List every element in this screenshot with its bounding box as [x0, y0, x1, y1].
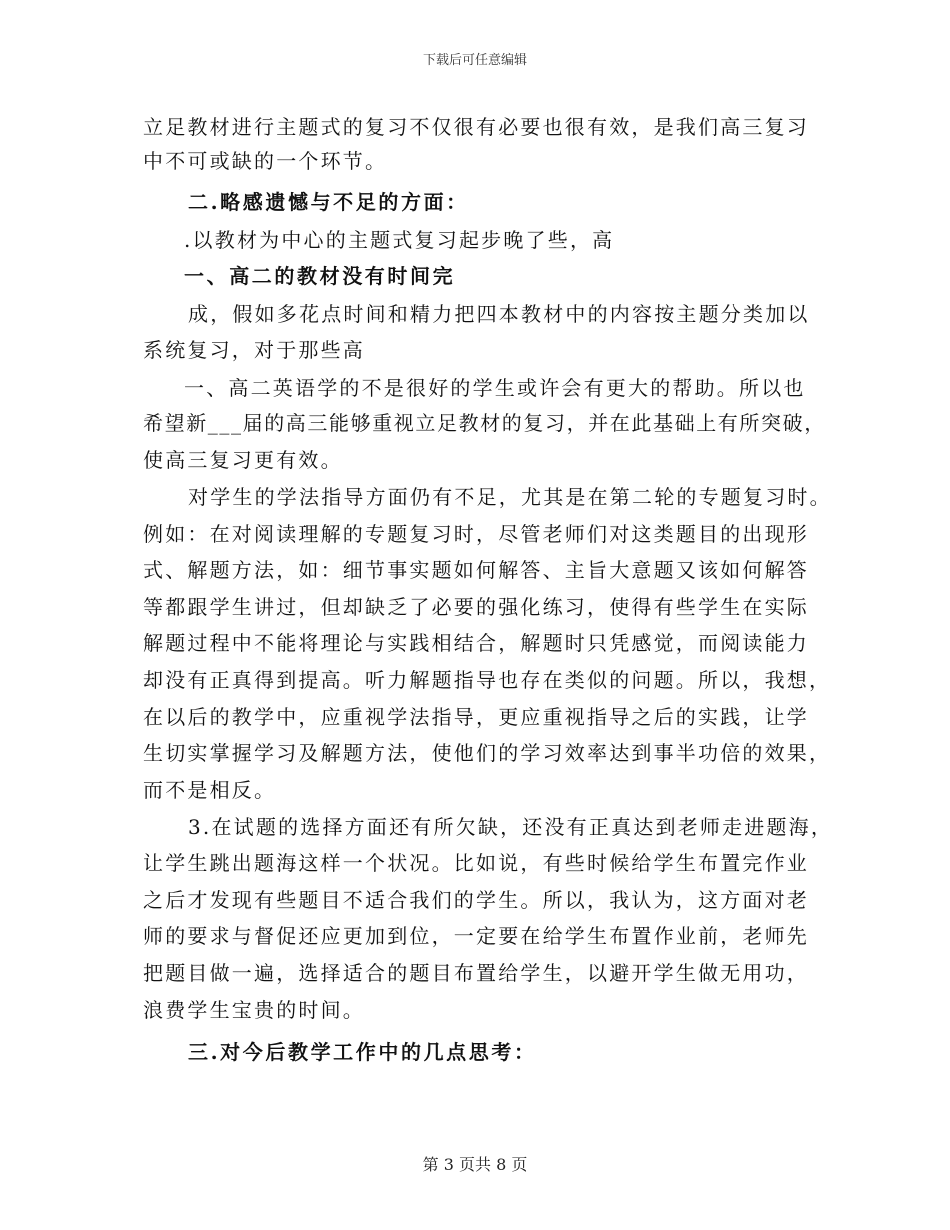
text-line: 浪费学生宝贵的时间。 — [143, 998, 365, 1022]
text-line: 把题目做一遍，选择适合的题目布置给学生，以避开学生做无用功， — [143, 961, 809, 985]
text-line: 对学生的学法指导方面仍有不足，尤其是在第二轮的专题复习时。 — [188, 485, 832, 509]
text-line: 例如：在对阅读理解的专题复习时，尽管老师们对这类题目的出现形 — [143, 522, 809, 546]
text-line: 让学生跳出题海这样一个状况。比如说，有些时候给学生布置完作业 — [143, 851, 809, 875]
page-footer: 第 3 页共 8 页 — [422, 1155, 528, 1174]
text-line: 而不是相反。 — [143, 778, 277, 802]
text-line: 3.在试题的选择方面还有所欠缺，还没有正真达到老师走进题海， — [188, 815, 834, 839]
text-line: 成，假如多花点时间和精力把四本教材中的内容按主题分类加以 — [188, 302, 810, 326]
text-line: 解题过程中不能将理论与实践相结合，解题时只凭感觉，而阅读能力 — [143, 631, 809, 655]
section-heading: 二.略感遗憾与不足的方面： — [188, 190, 469, 214]
text-line: 在以后的教学中，应重视学法指导，更应重视指导之后的实践，让学 — [143, 705, 809, 729]
text-line: 却没有正真得到提高。听力解题指导也存在类似的问题。所以，我想， — [143, 668, 832, 692]
text-line: 希望新___届的高三能够重视立足教材的复习，并在此基础上有所突破， — [143, 411, 826, 435]
text-line: 之后才发现有些题目不适合我们的学生。所以，我认为，这方面对老 — [143, 888, 809, 912]
text-line: 立足教材进行主题式的复习不仅很有必要也很有效，是我们高三复习 — [143, 115, 809, 139]
text-line: 式、解题方法，如：细节事实题如何解答、主旨大意题又该如何解答 — [143, 558, 809, 582]
text-line: 系统复习，对于那些高 — [143, 338, 365, 362]
text-line: 师的要求与督促还应更加到位，一定要在给学生布置作业前，老师先 — [143, 924, 809, 948]
text-line: 中不可或缺的一个环节。 — [143, 149, 388, 173]
section-heading: 三.对今后教学工作中的几点思考： — [188, 1040, 537, 1064]
text-line: 一、高二英语学的不是很好的学生或许会有更大的帮助。所以也 — [184, 376, 806, 400]
page-header: 下载后可任意编辑 — [422, 53, 527, 68]
text-line: .以教材为中心的主题式复习起步晚了些，高 — [184, 228, 615, 252]
section-heading: 一、高二的教材没有时间完 — [184, 264, 456, 288]
text-line: 生切实掌握学习及解题方法，使他们的学习效率达到事半功倍的效果， — [143, 741, 832, 765]
text-line: 等都跟学生讲过，但却缺乏了必要的强化练习，使得有些学生在实际 — [143, 595, 809, 619]
text-line: 使高三复习更有效。 — [143, 448, 343, 472]
